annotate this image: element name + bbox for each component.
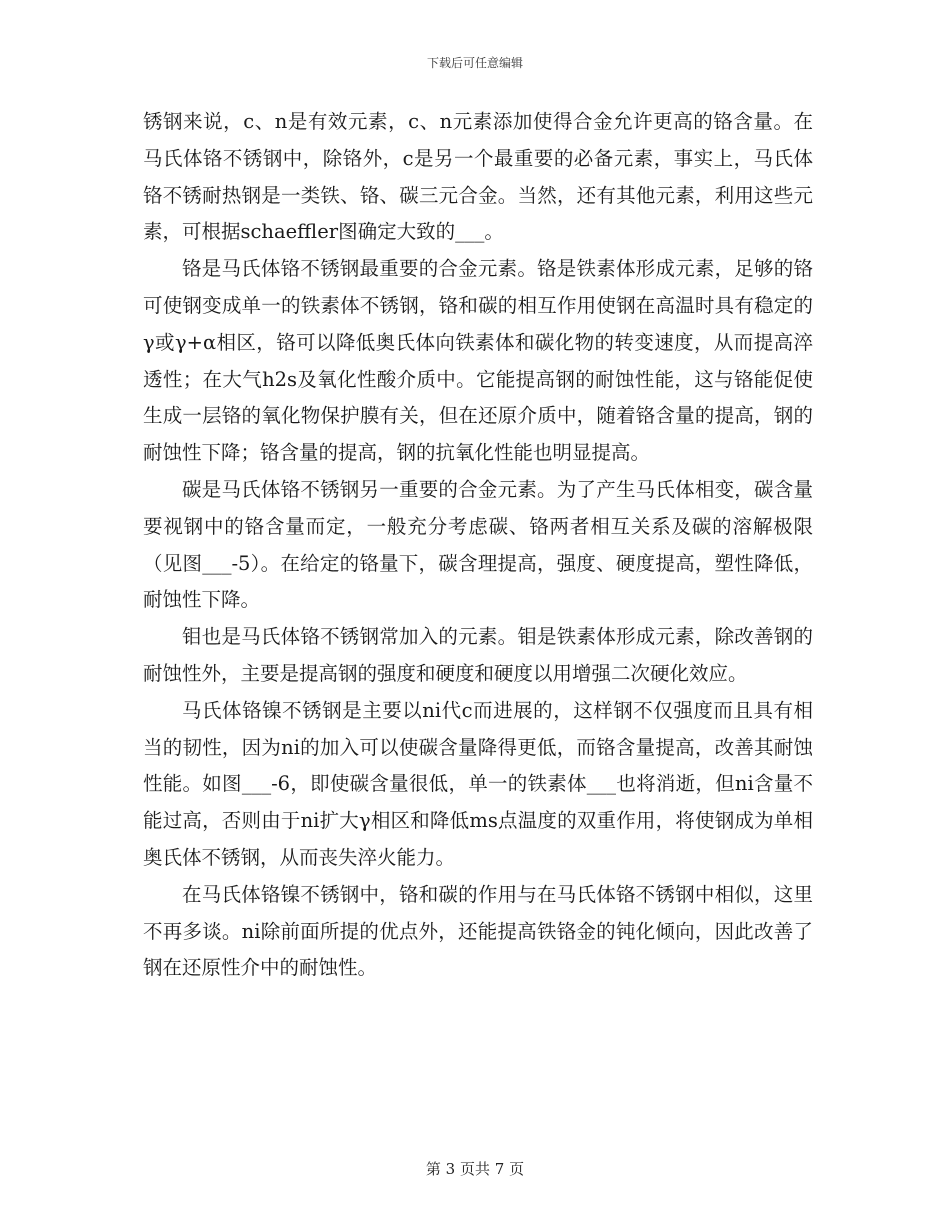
paragraph-continuation: 锈钢来说，c、n是有效元素，c、n元素添加使得合金允许更高的铬含量。在马氏体铬不锈钢中，除铬外，c是另一个最重要的必备元素，事实上，马氏体铬不锈耐热钢是一类铁、铬、碳三元合金。当然，还有其他元素，利用这些元素，可根据schaeffler图确定大致的___。 [143, 110, 813, 244]
page-footer: 第 3 页共 7 页 [425, 1160, 525, 1178]
paragraph-chromium-nickel-steel: 马氏体铬镍不锈钢是主要以ni代c而进展的，这样钢不仅强度而且具有相当的韧性，因为ni的加入可以使碳含量降得更低，而铬含量提高，改善其耐蚀性能。如图___-6，即使碳含量很低，单一的铁素体___也将消逝，但ni含量不能过高，否则由于ni扩大γ相区和降低ms点温度的双重作用，将使钢成为单相奥氏体不锈钢，从而丧失淬火能力。 [143, 698, 813, 869]
page-header: 下载后可任意编辑 [426, 56, 523, 70]
paragraph-nickel-effect: 在马氏体铬镍不锈钢中，铬和碳的作用与在马氏体铬不锈钢中相似，这里不再多谈。ni除前面所提的优点外，还能提高铁铬金的钝化倾向，因此改善了钢在还原性介中的耐蚀性。 [143, 882, 813, 980]
paragraph-chromium: 铬是马氏体铬不锈钢最重要的合金元素。铬是铁素体形成元素，足够的铬可使钢变成单一的铁素体不锈钢，铬和碳的相互作用使钢在高温时具有稳定的γ或γ+α相区，铬可以降低奥氏体向铁素体和碳化物的转变速度，从而提高淬透性；在大气h2s及氧化性酸介质中。它能提高钢的耐蚀性能，这与铬能促使生成一层铬的氧化物保护膜有关，但在还原介质中，随着铬含量的提高，钢的耐蚀性下降；铬含量的提高，钢的抗氧化性能也明显提高。 [143, 257, 813, 465]
paragraph-molybdenum: 钼也是马氏体铬不锈钢常加入的元素。钼是铁素体形成元素，除改善钢的耐蚀性外，主要是提高钢的强度和硬度和硬度以用增强二次硬化效应。 [143, 625, 813, 685]
paragraph-carbon: 碳是马氏体铬不锈钢另一重要的合金元素。为了产生马氏体相变，碳含量要视钢中的铬含量而定，一般充分考虑碳、铬两者相互关系及碳的溶解极限（见图___-5）。在给定的铬量下，碳含理提高，强度、硬度提高，塑性降低，耐蚀性下降。 [143, 477, 813, 612]
body-text [143, 104, 813, 987]
